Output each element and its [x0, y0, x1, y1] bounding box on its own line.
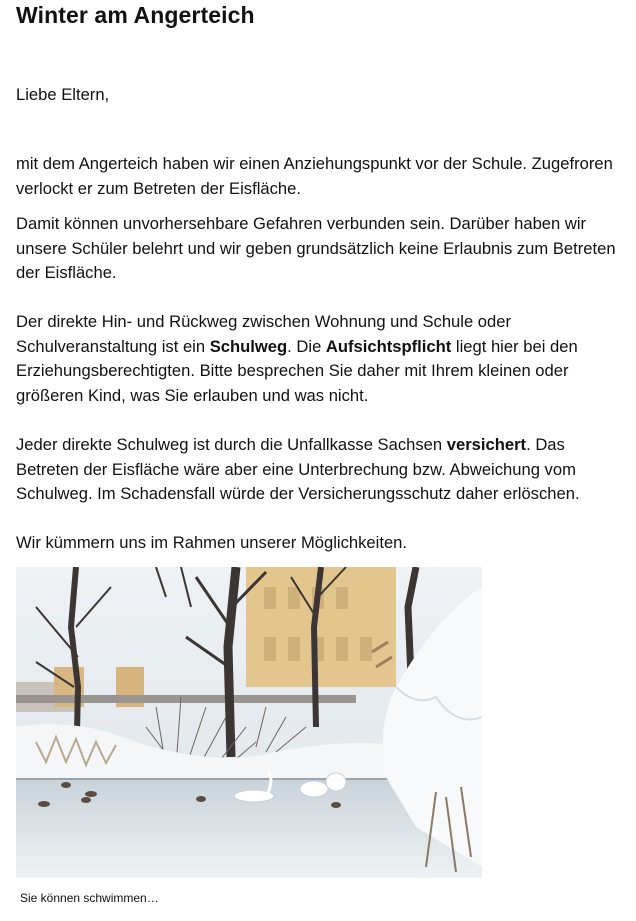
page-title: Winter am Angerteich	[16, 2, 255, 28]
versicherung-text-2: . Das Betreten der Eisfläche wäre aber eine Unterbrechung bzw. Abweichung vom Schulweg. Im Schadensfall würde der Versicherungsschutz daher erlöschen.	[16, 435, 580, 504]
schulweg-text-1: Der direkte Hin- und Rückweg zwischen Wohnung und Schule oder Schulveranstaltung ist ein	[16, 312, 512, 356]
paragraph-anziehungspunkt: mit dem Angerteich haben wir einen Anziehungspunkt vor der Schule. Zugefroren verlockt er zum Betreten der Eisfläche.	[16, 154, 613, 198]
photo-caption: Sie können schwimmen…	[20, 891, 159, 905]
paragraph-versicherung	[16, 433, 622, 507]
versichert-bold: versichert	[446, 435, 527, 454]
versicherung-text-1: Jeder direkte Schulweg ist durch die Unfallkasse Sachsen	[16, 435, 447, 454]
schulweg-text-2: . Die	[287, 336, 326, 356]
paragraph-moeglichkeiten: Wir kümmern uns im Rahmen unserer Möglichkeiten.	[16, 533, 408, 552]
paragraph-schulweg	[16, 310, 622, 408]
paragraph-gefahren: Damit können unvorhersehbare Gefahren verbunden sein. Darüber haben wir unsere Schüler belehrt und wir geben grundsätzlich keine Erlaubnis zum Betreten der Eisfläche.	[16, 214, 616, 283]
aufsichtspflicht-bold: Aufsichtspflicht	[325, 336, 452, 356]
winter-pond-photo	[16, 567, 482, 878]
schulweg-bold: Schulweg	[209, 336, 288, 356]
greeting: Liebe Eltern,	[16, 85, 110, 104]
schulweg-text-3: liegt hier bei den Erziehungsberechtigten. Bitte besprechen Sie daher mit Ihrem kleinen oder größeren Kind, was Sie erlauben und was nicht.	[16, 336, 578, 405]
